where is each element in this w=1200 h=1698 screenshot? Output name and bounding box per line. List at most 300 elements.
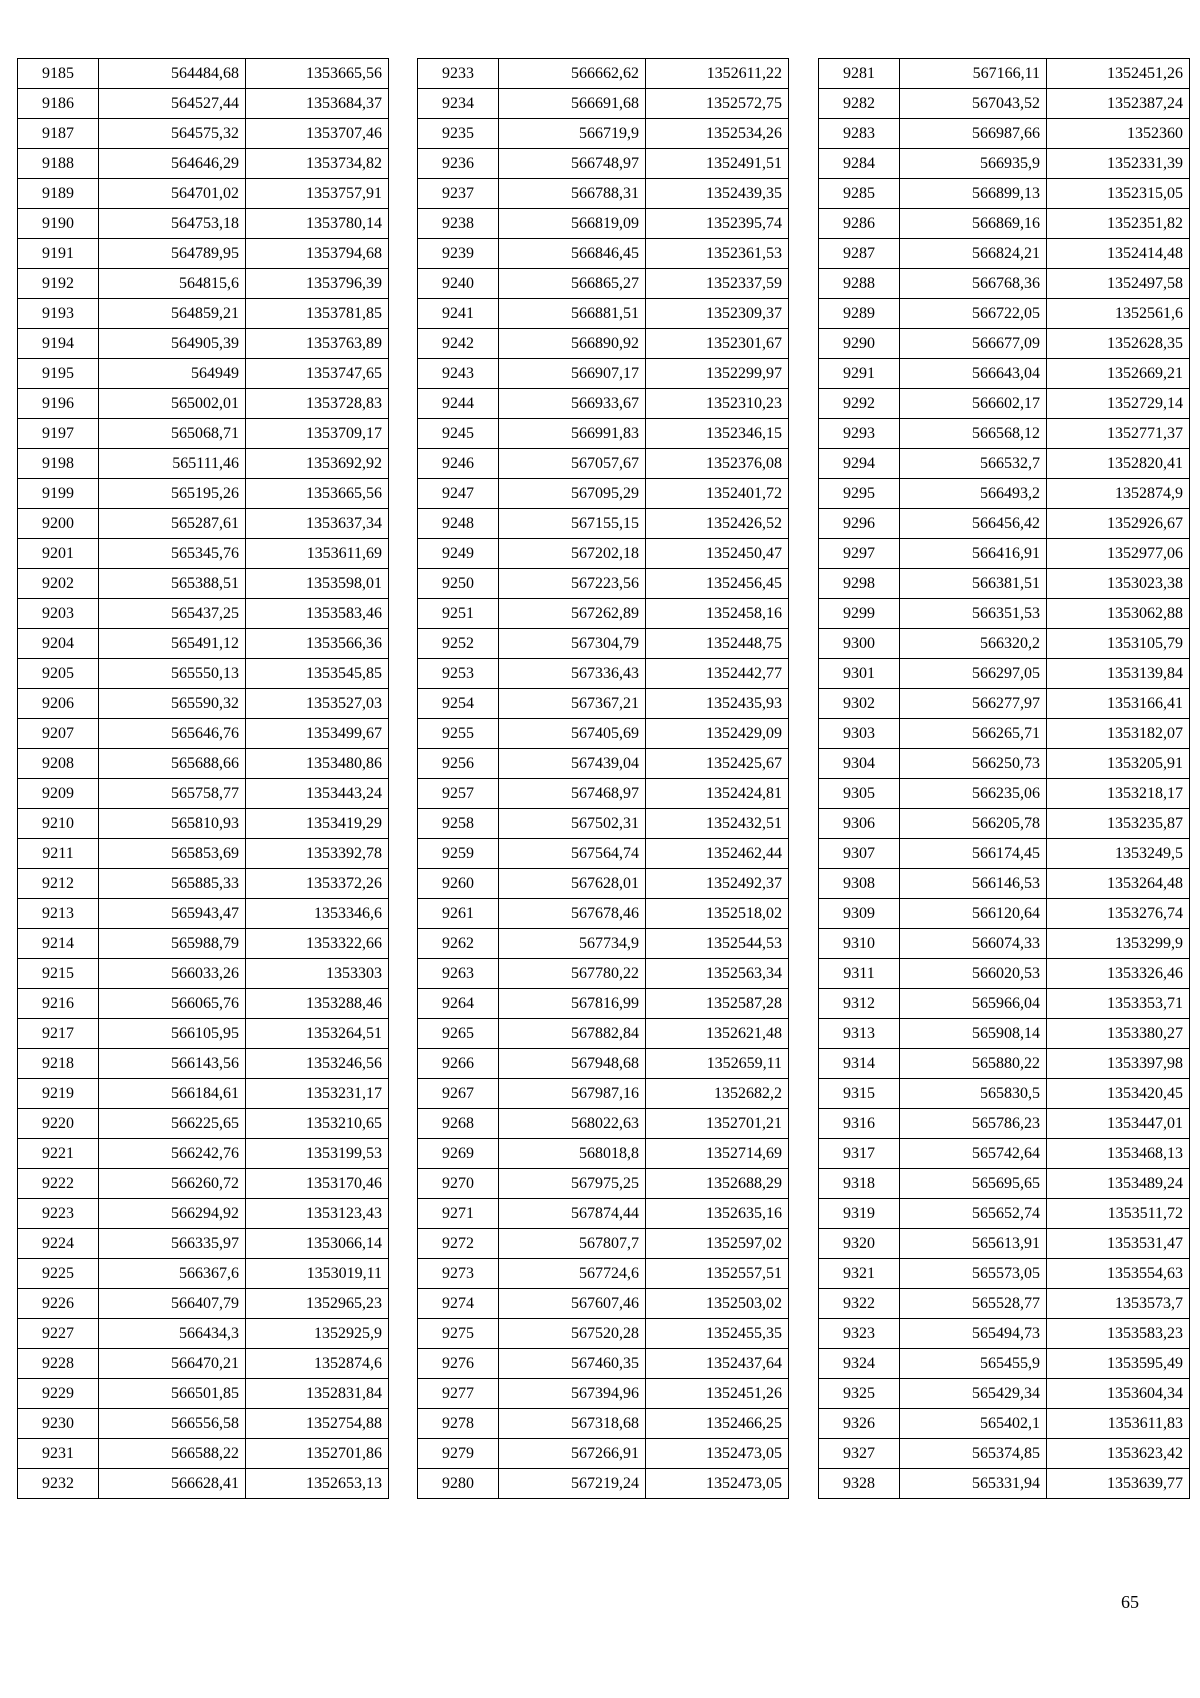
table-row: [18, 1139, 389, 1169]
point-number-cell: 9242: [418, 329, 499, 359]
point-number-cell: 9190: [18, 209, 99, 239]
table-row: [418, 1349, 789, 1379]
point-number-cell: 9272: [418, 1229, 499, 1259]
y-coordinate-cell: 1353763,89: [246, 329, 389, 359]
table-row: [819, 1109, 1190, 1139]
point-number-cell: 9284: [819, 149, 900, 179]
y-coordinate-cell: 1352455,35: [646, 1319, 789, 1349]
y-coordinate-cell: 1353372,26: [246, 869, 389, 899]
x-coordinate-cell: 566335,97: [99, 1229, 246, 1259]
table-row: [18, 359, 389, 389]
point-number-cell: 9216: [18, 989, 99, 1019]
x-coordinate-cell: 564949: [99, 359, 246, 389]
table-row: [18, 779, 389, 809]
point-number-cell: 9204: [18, 629, 99, 659]
table-row: [18, 839, 389, 869]
x-coordinate-cell: 566662,62: [499, 59, 646, 89]
point-number-cell: 9324: [819, 1349, 900, 1379]
y-coordinate-cell: 1353199,53: [246, 1139, 389, 1169]
x-coordinate-cell: 567367,21: [499, 689, 646, 719]
x-coordinate-cell: 565885,33: [99, 869, 246, 899]
table-row: [819, 59, 1190, 89]
table-row: [418, 269, 789, 299]
coordinate-table-left: [17, 58, 389, 1499]
table-row: [18, 1289, 389, 1319]
point-number-cell: 9221: [18, 1139, 99, 1169]
table-row: [18, 89, 389, 119]
table-row: [418, 509, 789, 539]
table-row: [18, 1109, 389, 1139]
y-coordinate-cell: 1353392,78: [246, 839, 389, 869]
x-coordinate-cell: 566020,53: [900, 959, 1047, 989]
point-number-cell: 9211: [18, 839, 99, 869]
x-coordinate-cell: 567948,68: [499, 1049, 646, 1079]
point-number-cell: 9268: [418, 1109, 499, 1139]
x-coordinate-cell: 566602,17: [900, 389, 1047, 419]
y-coordinate-cell: 1353299,9: [1047, 929, 1190, 959]
table-row: [18, 569, 389, 599]
table-row: [819, 1349, 1190, 1379]
x-coordinate-cell: 567043,52: [900, 89, 1047, 119]
x-coordinate-cell: 564753,18: [99, 209, 246, 239]
table-row: [819, 929, 1190, 959]
table-row: [819, 779, 1190, 809]
x-coordinate-cell: 566277,97: [900, 689, 1047, 719]
point-number-cell: 9294: [819, 449, 900, 479]
x-coordinate-cell: 564789,95: [99, 239, 246, 269]
table-row: [418, 1439, 789, 1469]
point-number-cell: 9258: [418, 809, 499, 839]
point-number-cell: 9198: [18, 449, 99, 479]
y-coordinate-cell: 1352462,44: [646, 839, 789, 869]
y-coordinate-cell: 1352701,21: [646, 1109, 789, 1139]
table-row: [18, 119, 389, 149]
x-coordinate-cell: 564646,29: [99, 149, 246, 179]
point-number-cell: 9260: [418, 869, 499, 899]
x-coordinate-cell: 566351,53: [900, 599, 1047, 629]
table-row: [819, 719, 1190, 749]
table-row: [819, 149, 1190, 179]
y-coordinate-cell: 1353566,36: [246, 629, 389, 659]
x-coordinate-cell: 567780,22: [499, 959, 646, 989]
x-coordinate-cell: 566205,78: [900, 809, 1047, 839]
x-coordinate-cell: 566120,64: [900, 899, 1047, 929]
x-coordinate-cell: 565345,76: [99, 539, 246, 569]
point-number-cell: 9233: [418, 59, 499, 89]
point-number-cell: 9227: [18, 1319, 99, 1349]
y-coordinate-cell: 1352435,93: [646, 689, 789, 719]
y-coordinate-cell: 1352701,86: [246, 1439, 389, 1469]
y-coordinate-cell: 1352439,35: [646, 179, 789, 209]
point-number-cell: 9270: [418, 1169, 499, 1199]
table-row: [819, 269, 1190, 299]
y-coordinate-cell: 1352557,51: [646, 1259, 789, 1289]
x-coordinate-cell: 567734,9: [499, 929, 646, 959]
table-row: [18, 1439, 389, 1469]
y-coordinate-cell: 1353611,83: [1047, 1409, 1190, 1439]
y-coordinate-cell: 1353728,83: [246, 389, 389, 419]
y-coordinate-cell: 1353231,17: [246, 1079, 389, 1109]
point-number-cell: 9239: [418, 239, 499, 269]
point-number-cell: 9238: [418, 209, 499, 239]
x-coordinate-cell: 565068,71: [99, 419, 246, 449]
y-coordinate-cell: 1353598,01: [246, 569, 389, 599]
x-coordinate-cell: 567439,04: [499, 749, 646, 779]
y-coordinate-cell: 1352597,02: [646, 1229, 789, 1259]
table-row: [819, 809, 1190, 839]
y-coordinate-cell: 1353623,42: [1047, 1439, 1190, 1469]
table-row: [418, 419, 789, 449]
y-coordinate-cell: 1353182,07: [1047, 719, 1190, 749]
point-number-cell: 9220: [18, 1109, 99, 1139]
x-coordinate-cell: 567975,25: [499, 1169, 646, 1199]
point-number-cell: 9197: [18, 419, 99, 449]
table-row: [418, 1379, 789, 1409]
point-number-cell: 9215: [18, 959, 99, 989]
y-coordinate-cell: 1352563,34: [646, 959, 789, 989]
point-number-cell: 9281: [819, 59, 900, 89]
table-row: [18, 539, 389, 569]
x-coordinate-cell: 565437,25: [99, 599, 246, 629]
table-row: [18, 1229, 389, 1259]
table-row: [18, 149, 389, 179]
point-number-cell: 9232: [18, 1469, 99, 1499]
y-coordinate-cell: 1352688,29: [646, 1169, 789, 1199]
point-number-cell: 9265: [418, 1019, 499, 1049]
x-coordinate-cell: 566748,97: [499, 149, 646, 179]
y-coordinate-cell: 1352351,82: [1047, 209, 1190, 239]
x-coordinate-cell: 566143,56: [99, 1049, 246, 1079]
y-coordinate-cell: 1353511,72: [1047, 1199, 1190, 1229]
point-number-cell: 9317: [819, 1139, 900, 1169]
point-number-cell: 9275: [418, 1319, 499, 1349]
point-number-cell: 9318: [819, 1169, 900, 1199]
table-row: [418, 1109, 789, 1139]
y-coordinate-cell: 1353780,14: [246, 209, 389, 239]
x-coordinate-cell: 565688,66: [99, 749, 246, 779]
y-coordinate-cell: 1353419,29: [246, 809, 389, 839]
x-coordinate-cell: 565287,61: [99, 509, 246, 539]
x-coordinate-cell: 565966,04: [900, 989, 1047, 1019]
x-coordinate-cell: 567628,01: [499, 869, 646, 899]
table-row: [819, 1289, 1190, 1319]
point-number-cell: 9282: [819, 89, 900, 119]
table-row: [18, 1379, 389, 1409]
y-coordinate-cell: 1353023,38: [1047, 569, 1190, 599]
point-number-cell: 9222: [18, 1169, 99, 1199]
table-row: [18, 449, 389, 479]
x-coordinate-cell: 566899,13: [900, 179, 1047, 209]
point-number-cell: 9229: [18, 1379, 99, 1409]
y-coordinate-cell: 1353205,91: [1047, 749, 1190, 779]
x-coordinate-cell: 564815,6: [99, 269, 246, 299]
x-coordinate-cell: 565652,74: [900, 1199, 1047, 1229]
x-coordinate-cell: 566235,06: [900, 779, 1047, 809]
point-number-cell: 9298: [819, 569, 900, 599]
table-row: [819, 599, 1190, 629]
table-row: [819, 419, 1190, 449]
table-row: [819, 209, 1190, 239]
table-row: [418, 239, 789, 269]
table-row: [18, 329, 389, 359]
x-coordinate-cell: 565374,85: [900, 1439, 1047, 1469]
point-number-cell: 9267: [418, 1079, 499, 1109]
point-number-cell: 9319: [819, 1199, 900, 1229]
y-coordinate-cell: 1352395,74: [646, 209, 789, 239]
table-row: [819, 869, 1190, 899]
point-number-cell: 9253: [418, 659, 499, 689]
point-number-cell: 9273: [418, 1259, 499, 1289]
x-coordinate-cell: 566722,05: [900, 299, 1047, 329]
point-number-cell: 9196: [18, 389, 99, 419]
y-coordinate-cell: 1352754,88: [246, 1409, 389, 1439]
y-coordinate-cell: 1353235,87: [1047, 809, 1190, 839]
table-row: [418, 119, 789, 149]
x-coordinate-cell: 564905,39: [99, 329, 246, 359]
y-coordinate-cell: 1353397,98: [1047, 1049, 1190, 1079]
y-coordinate-cell: 1353545,85: [246, 659, 389, 689]
table-row: [819, 359, 1190, 389]
y-coordinate-cell: 1352473,05: [646, 1439, 789, 1469]
y-coordinate-cell: 1353264,48: [1047, 869, 1190, 899]
x-coordinate-cell: 567304,79: [499, 629, 646, 659]
x-coordinate-cell: 566588,22: [99, 1439, 246, 1469]
y-coordinate-cell: 1353249,5: [1047, 839, 1190, 869]
table-row: [18, 989, 389, 1019]
point-number-cell: 9279: [418, 1439, 499, 1469]
x-coordinate-cell: 566407,79: [99, 1289, 246, 1319]
y-coordinate-cell: 1352473,05: [646, 1469, 789, 1499]
y-coordinate-cell: 1353637,34: [246, 509, 389, 539]
point-number-cell: 9223: [18, 1199, 99, 1229]
y-coordinate-cell: 1352424,81: [646, 779, 789, 809]
point-number-cell: 9264: [418, 989, 499, 1019]
x-coordinate-cell: 566174,45: [900, 839, 1047, 869]
x-coordinate-cell: 566367,6: [99, 1259, 246, 1289]
table-row: [18, 929, 389, 959]
point-number-cell: 9251: [418, 599, 499, 629]
table-row: [418, 629, 789, 659]
x-coordinate-cell: 564859,21: [99, 299, 246, 329]
y-coordinate-cell: 1353443,24: [246, 779, 389, 809]
table-row: [819, 1169, 1190, 1199]
y-coordinate-cell: 1352432,51: [646, 809, 789, 839]
y-coordinate-cell: 1352925,9: [246, 1319, 389, 1349]
point-number-cell: 9269: [418, 1139, 499, 1169]
y-coordinate-cell: 1353489,24: [1047, 1169, 1190, 1199]
y-coordinate-cell: 1352669,21: [1047, 359, 1190, 389]
point-number-cell: 9199: [18, 479, 99, 509]
y-coordinate-cell: 1353246,56: [246, 1049, 389, 1079]
y-coordinate-cell: 1353480,86: [246, 749, 389, 779]
y-coordinate-cell: 1353468,13: [1047, 1139, 1190, 1169]
point-number-cell: 9305: [819, 779, 900, 809]
x-coordinate-cell: 565646,76: [99, 719, 246, 749]
point-number-cell: 9194: [18, 329, 99, 359]
y-coordinate-cell: 1353346,6: [246, 899, 389, 929]
table-row: [819, 299, 1190, 329]
x-coordinate-cell: 567223,56: [499, 569, 646, 599]
x-coordinate-cell: 567882,84: [499, 1019, 646, 1049]
point-number-cell: 9244: [418, 389, 499, 419]
y-coordinate-cell: 1353709,17: [246, 419, 389, 449]
point-number-cell: 9245: [418, 419, 499, 449]
x-coordinate-cell: 566846,45: [499, 239, 646, 269]
x-coordinate-cell: 565402,1: [900, 1409, 1047, 1439]
y-coordinate-cell: 1353734,82: [246, 149, 389, 179]
table-row: [819, 1049, 1190, 1079]
table-row: [418, 389, 789, 419]
table-row: [418, 1199, 789, 1229]
y-coordinate-cell: 1352429,09: [646, 719, 789, 749]
y-coordinate-cell: 1353303: [246, 959, 389, 989]
x-coordinate-cell: 567057,67: [499, 449, 646, 479]
y-coordinate-cell: 1353166,41: [1047, 689, 1190, 719]
y-coordinate-cell: 1353322,66: [246, 929, 389, 959]
point-number-cell: 9203: [18, 599, 99, 629]
x-coordinate-cell: 565429,34: [900, 1379, 1047, 1409]
table-row: [18, 479, 389, 509]
point-number-cell: 9226: [18, 1289, 99, 1319]
table-row: [819, 1139, 1190, 1169]
point-number-cell: 9290: [819, 329, 900, 359]
x-coordinate-cell: 566643,04: [900, 359, 1047, 389]
y-coordinate-cell: 1352503,02: [646, 1289, 789, 1319]
x-coordinate-cell: 565573,05: [900, 1259, 1047, 1289]
x-coordinate-cell: 568022,63: [499, 1109, 646, 1139]
point-number-cell: 9286: [819, 209, 900, 239]
point-number-cell: 9202: [18, 569, 99, 599]
point-number-cell: 9289: [819, 299, 900, 329]
table-row: [18, 209, 389, 239]
point-number-cell: 9299: [819, 599, 900, 629]
x-coordinate-cell: 566146,53: [900, 869, 1047, 899]
point-number-cell: 9255: [418, 719, 499, 749]
point-number-cell: 9191: [18, 239, 99, 269]
x-coordinate-cell: 566628,41: [99, 1469, 246, 1499]
x-coordinate-cell: 567807,7: [499, 1229, 646, 1259]
point-number-cell: 9209: [18, 779, 99, 809]
table-row: [18, 1079, 389, 1109]
point-number-cell: 9259: [418, 839, 499, 869]
point-number-cell: 9323: [819, 1319, 900, 1349]
point-number-cell: 9195: [18, 359, 99, 389]
point-number-cell: 9185: [18, 59, 99, 89]
table-row: [18, 959, 389, 989]
table-row: [819, 539, 1190, 569]
x-coordinate-cell: 565111,46: [99, 449, 246, 479]
x-coordinate-cell: 567678,46: [499, 899, 646, 929]
y-coordinate-cell: 1352346,15: [646, 419, 789, 449]
x-coordinate-cell: 566434,3: [99, 1319, 246, 1349]
x-coordinate-cell: 565742,64: [900, 1139, 1047, 1169]
y-coordinate-cell: 1352492,37: [646, 869, 789, 899]
table-row: [819, 89, 1190, 119]
point-number-cell: 9201: [18, 539, 99, 569]
x-coordinate-cell: 566719,9: [499, 119, 646, 149]
y-coordinate-cell: 1353639,77: [1047, 1469, 1190, 1499]
table-row: [18, 1409, 389, 1439]
table-row: [18, 1469, 389, 1499]
table-row: [18, 269, 389, 299]
y-coordinate-cell: 1352659,11: [646, 1049, 789, 1079]
y-coordinate-cell: 1352437,64: [646, 1349, 789, 1379]
point-number-cell: 9314: [819, 1049, 900, 1079]
x-coordinate-cell: 567266,91: [499, 1439, 646, 1469]
point-number-cell: 9287: [819, 239, 900, 269]
y-coordinate-cell: 1353665,56: [246, 479, 389, 509]
table-row: [819, 659, 1190, 689]
y-coordinate-cell: 1352628,35: [1047, 329, 1190, 359]
point-number-cell: 9328: [819, 1469, 900, 1499]
x-coordinate-cell: 565758,77: [99, 779, 246, 809]
point-number-cell: 9309: [819, 899, 900, 929]
y-coordinate-cell: 1353747,65: [246, 359, 389, 389]
point-number-cell: 9206: [18, 689, 99, 719]
y-coordinate-cell: 1352426,52: [646, 509, 789, 539]
x-coordinate-cell: 566935,9: [900, 149, 1047, 179]
x-coordinate-cell: 565388,51: [99, 569, 246, 599]
point-number-cell: 9293: [819, 419, 900, 449]
y-coordinate-cell: 1352451,26: [646, 1379, 789, 1409]
y-coordinate-cell: 1352534,26: [646, 119, 789, 149]
point-number-cell: 9219: [18, 1079, 99, 1109]
y-coordinate-cell: 1353276,74: [1047, 899, 1190, 929]
y-coordinate-cell: 1352387,24: [1047, 89, 1190, 119]
y-coordinate-cell: 1352611,22: [646, 59, 789, 89]
table-row: [819, 959, 1190, 989]
point-number-cell: 9283: [819, 119, 900, 149]
y-coordinate-cell: 1352301,67: [646, 329, 789, 359]
table-row: [819, 179, 1190, 209]
x-coordinate-cell: 567468,97: [499, 779, 646, 809]
x-coordinate-cell: 565455,9: [900, 1349, 1047, 1379]
table-row: [819, 1259, 1190, 1289]
point-number-cell: 9225: [18, 1259, 99, 1289]
y-coordinate-cell: 1353288,46: [246, 989, 389, 1019]
point-number-cell: 9189: [18, 179, 99, 209]
table-row: [418, 779, 789, 809]
x-coordinate-cell: 565528,77: [900, 1289, 1047, 1319]
x-coordinate-cell: 564701,02: [99, 179, 246, 209]
x-coordinate-cell: 564527,44: [99, 89, 246, 119]
y-coordinate-cell: 1353794,68: [246, 239, 389, 269]
y-coordinate-cell: 1353380,27: [1047, 1019, 1190, 1049]
x-coordinate-cell: 566225,65: [99, 1109, 246, 1139]
y-coordinate-cell: 1353583,23: [1047, 1319, 1190, 1349]
y-coordinate-cell: 1353420,45: [1047, 1079, 1190, 1109]
y-coordinate-cell: 1352425,67: [646, 749, 789, 779]
y-coordinate-cell: 1353684,37: [246, 89, 389, 119]
table-row: [18, 419, 389, 449]
x-coordinate-cell: 566297,05: [900, 659, 1047, 689]
x-coordinate-cell: 568018,8: [499, 1139, 646, 1169]
x-coordinate-cell: 566677,09: [900, 329, 1047, 359]
y-coordinate-cell: 1353692,92: [246, 449, 389, 479]
table-row: [418, 299, 789, 329]
y-coordinate-cell: 1352456,45: [646, 569, 789, 599]
y-coordinate-cell: 1353796,39: [246, 269, 389, 299]
y-coordinate-cell: 1352820,41: [1047, 449, 1190, 479]
point-number-cell: 9307: [819, 839, 900, 869]
table-row: [819, 389, 1190, 419]
table-row: [819, 629, 1190, 659]
point-number-cell: 9277: [418, 1379, 499, 1409]
x-coordinate-cell: 567095,29: [499, 479, 646, 509]
x-coordinate-cell: 565002,01: [99, 389, 246, 419]
table-row: [418, 689, 789, 719]
x-coordinate-cell: 565494,73: [900, 1319, 1047, 1349]
